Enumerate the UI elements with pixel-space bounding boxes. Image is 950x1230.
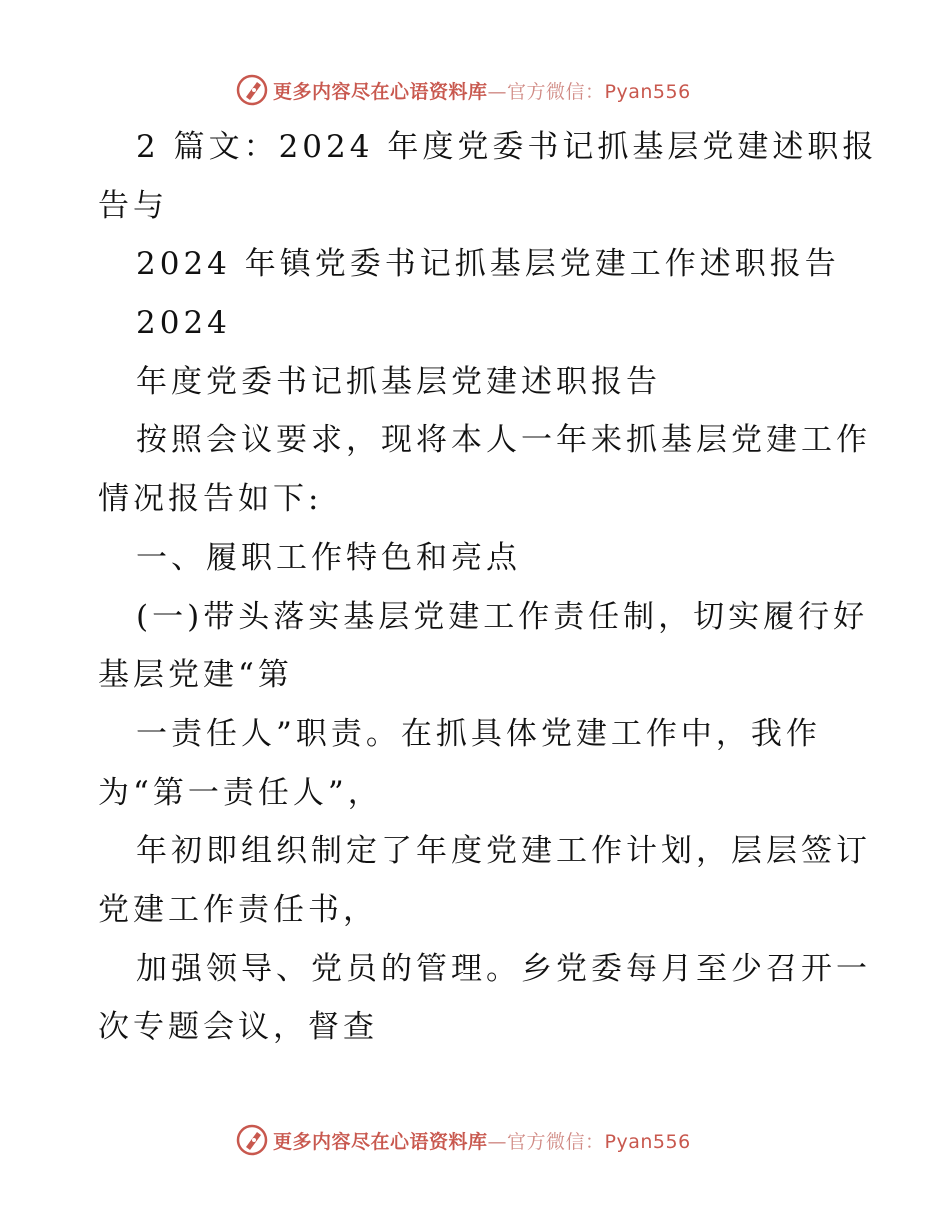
text-line: 年初即组织制定了年度党建工作计划，层层签订 xyxy=(136,833,871,870)
document-body xyxy=(98,118,878,1057)
text-line: 2 篇文：2024 年度党委书记抓基层党建述职报 xyxy=(136,129,878,165)
wechat-label: 官方微信： xyxy=(507,1130,605,1153)
text-line: 基层党建“第 xyxy=(98,657,293,694)
text-line: 2024 xyxy=(136,305,231,342)
text-line: 次专题会议，督查 xyxy=(98,1009,378,1046)
text-line: 告与 xyxy=(98,187,168,224)
text-line: 按照会议要求，现将本人一年来抓基层党建工作 xyxy=(136,422,871,459)
site-name: 更多内容尽在心语资料库 xyxy=(273,1130,488,1153)
wechat-label: 官方微信： xyxy=(507,80,605,103)
site-name: 更多内容尽在心语资料库 xyxy=(273,80,488,103)
pen-nib-logo-icon xyxy=(235,1123,269,1157)
text-line: 一、履职工作特色和亮点 xyxy=(136,539,521,576)
text-line: 情况报告如下: xyxy=(98,481,323,518)
pen-nib-logo-icon xyxy=(235,73,269,107)
text-line: 党建工作责任书， xyxy=(98,891,378,928)
wechat-id: Pyan556 xyxy=(604,1130,691,1153)
wechat-id: Pyan556 xyxy=(604,80,691,103)
text-line: 年度党委书记抓基层党建述职报告 xyxy=(136,363,661,400)
header-banner xyxy=(235,72,715,108)
text-line: 为“第一责任人”， xyxy=(98,774,383,811)
text-line: 一责任人”职责。在抓具体党建工作中，我作 xyxy=(136,715,821,752)
banner-separator: — xyxy=(487,80,508,103)
text-line: (一)带头落实基层党建工作责任制，切实履行好 xyxy=(136,598,869,635)
header-banner-text xyxy=(273,77,691,104)
text-line: 加强领导、党员的管理。乡党委每月至少召开一 xyxy=(136,950,871,987)
text-line: 2024 年镇党委书记抓基层党建工作述职报告 xyxy=(136,246,840,283)
banner-separator: — xyxy=(487,1130,508,1153)
footer-banner-text xyxy=(273,1127,691,1154)
footer-banner xyxy=(235,1122,715,1158)
